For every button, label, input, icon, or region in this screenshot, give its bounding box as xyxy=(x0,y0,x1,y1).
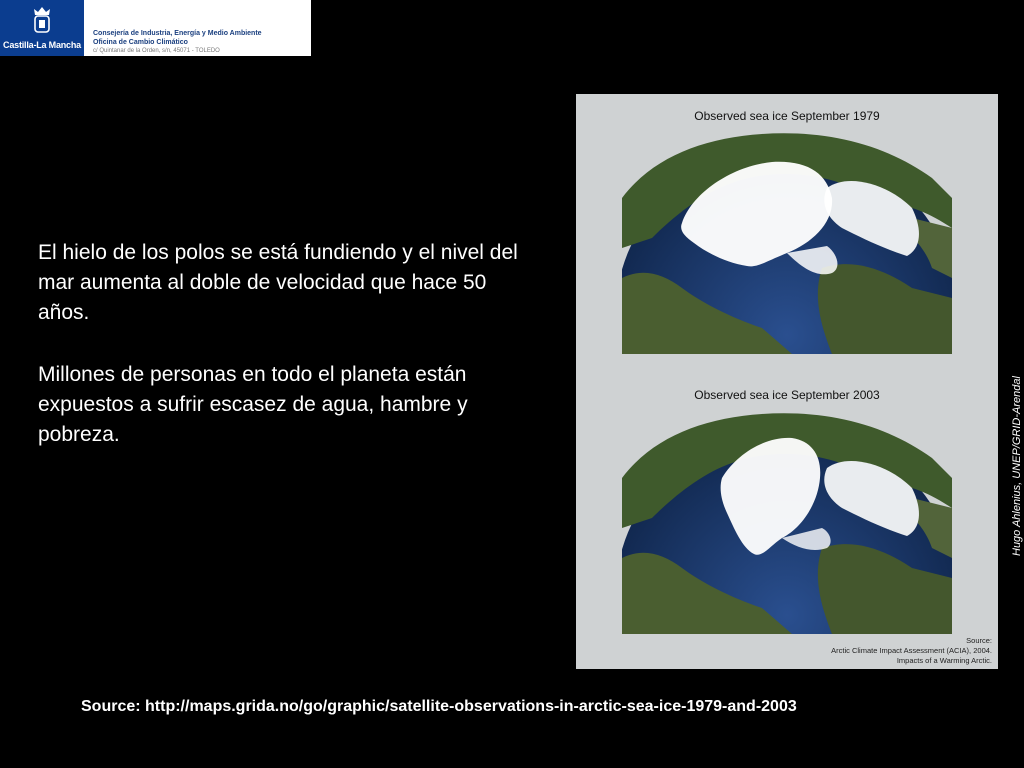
figure-title-1979: Observed sea ice September 1979 xyxy=(694,109,880,123)
figure-source xyxy=(831,636,992,666)
figure-source-label: Source: xyxy=(966,636,992,645)
coat-of-arms-icon xyxy=(30,5,54,37)
office-address: c/ Quintanar de la Orden, s/n, 45071 - TOLEDO xyxy=(93,48,220,54)
source-footer: Source: http://maps.grida.no/go/graphic/satellite-observations-in-arctic-sea-ice-1979-and-2003 xyxy=(81,698,797,715)
banner-text xyxy=(93,29,262,56)
header-banner xyxy=(0,0,311,56)
department-name: Consejería de Industria, Energía y Medio Ambiente xyxy=(93,30,262,37)
figure-source-line2: Impacts of a Warming Arctic. xyxy=(896,656,992,665)
office-name: Oficina de Cambio Climático xyxy=(93,39,188,46)
logo-text: Castilla-La Mancha xyxy=(3,40,81,50)
paragraph-people-affected: Millones de personas en todo el planeta están expuestos a sufrir escasez de agua, hambre y pobreza. xyxy=(38,363,468,446)
body-text xyxy=(38,238,538,450)
logo xyxy=(0,0,84,56)
sea-ice-figure xyxy=(576,94,998,669)
paragraph-ice-melting: El hielo de los polos se está fundiendo y el nivel del mar aumenta al doble de velocidad que hace 50 años. xyxy=(38,241,518,324)
arctic-globe-1979-image xyxy=(622,128,952,354)
figure-source-line1: Arctic Climate Impact Assessment (ACIA), 2004. xyxy=(831,646,992,655)
figure-title-2003: Observed sea ice September 2003 xyxy=(694,388,880,402)
arctic-globe-2003-image xyxy=(622,408,952,634)
image-credit: Hugo Ahlenius, UNEP/GRID-Arendal xyxy=(1011,376,1023,556)
